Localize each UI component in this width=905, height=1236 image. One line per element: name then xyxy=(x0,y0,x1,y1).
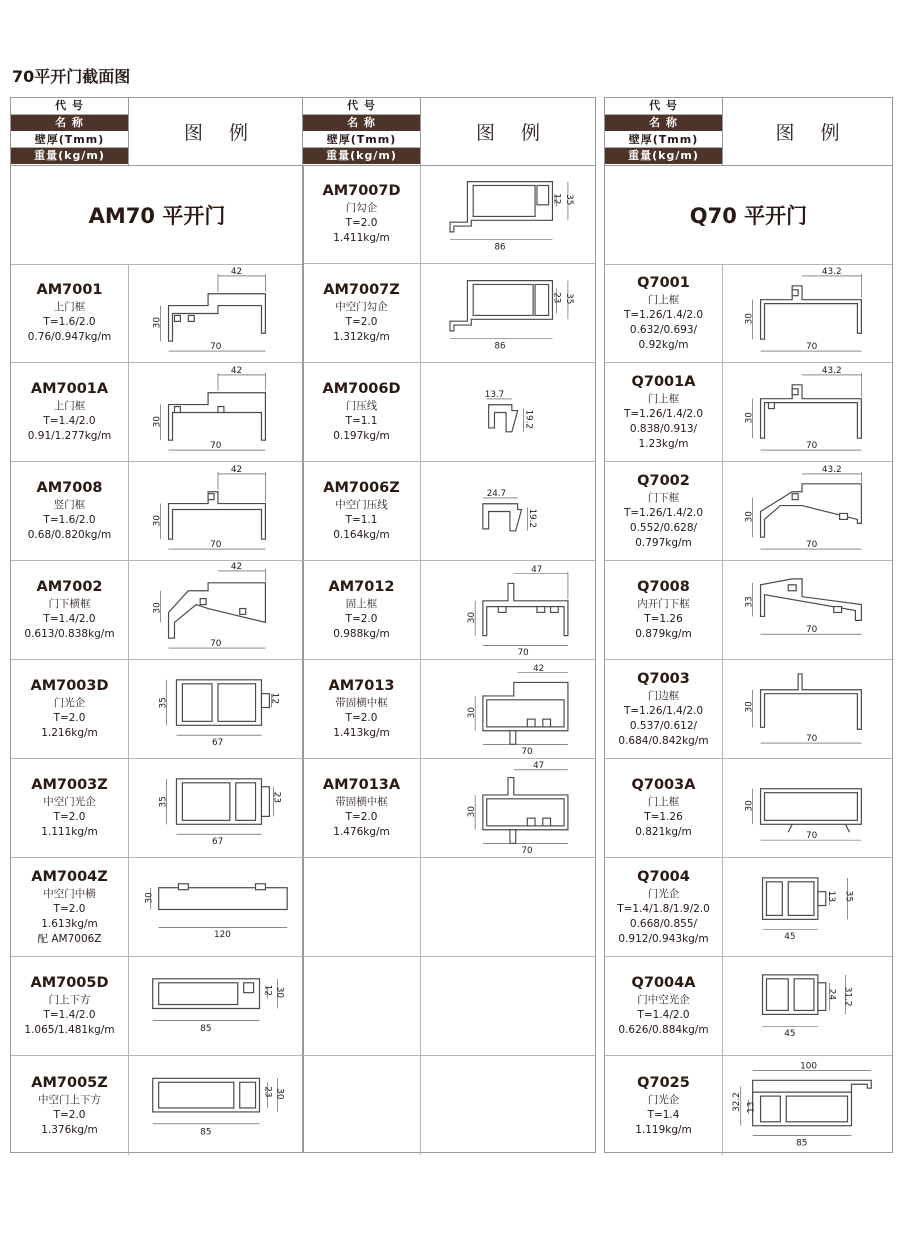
profile-thickness: T=1.26/1.4/2.0 xyxy=(623,308,704,321)
profile-drawing xyxy=(128,759,303,857)
profile-code: AM7008 xyxy=(36,480,103,496)
profile-name: 门上框 xyxy=(647,293,680,306)
profile-drawing xyxy=(420,759,595,857)
table-row xyxy=(605,759,892,858)
dim-label: 13.7 xyxy=(484,390,505,401)
profile-weight: 0.552/0.628/ xyxy=(629,521,698,534)
profile-drawing xyxy=(420,660,595,758)
profile-drawing xyxy=(420,165,595,263)
table-row xyxy=(11,660,303,759)
dim-label: 19.2 xyxy=(527,508,538,528)
profile-weight: 0.879kg/m xyxy=(635,628,692,640)
profile-name: 门光企 xyxy=(53,697,86,709)
dim-label: 43.2 xyxy=(821,266,842,277)
profile-name: 门光企 xyxy=(647,887,680,900)
profile-code: AM7003Z xyxy=(31,777,108,793)
profile-name: 门下横框 xyxy=(48,598,91,610)
profile-name: 中空门压线 xyxy=(335,499,388,511)
profile-drawing xyxy=(128,363,303,461)
table-row xyxy=(303,264,595,363)
dim-label: 30 xyxy=(152,602,163,614)
table-row xyxy=(605,462,892,561)
dim-label: 70 xyxy=(210,639,222,650)
table-row xyxy=(11,363,303,462)
profile-weight: 0.668/0.855/ xyxy=(629,917,698,930)
profile-name: 上门框 xyxy=(53,301,86,313)
page-title: 70平开门截面图 xyxy=(12,67,131,86)
dim-label: 67 xyxy=(212,738,224,749)
header-labels xyxy=(303,98,420,165)
header-name-label: 名 称 xyxy=(303,115,420,132)
profile-name: 内开门下框 xyxy=(637,598,690,610)
profile-code: AM7006D xyxy=(322,381,401,397)
profile-code: AM7001A xyxy=(30,381,109,397)
profile-code: AM7013A xyxy=(322,777,401,793)
dim-label: 70 xyxy=(806,540,818,551)
header-legend: 图 例 xyxy=(128,98,303,165)
dim-label: 42 xyxy=(230,266,243,277)
profile-weight: 1.065/1.481kg/m xyxy=(24,1024,115,1036)
profile-name: 中空门光企 xyxy=(43,796,96,808)
profile-drawing xyxy=(420,462,595,560)
profile-name: 竖门框 xyxy=(53,499,86,511)
dim-label: 70 xyxy=(806,342,818,353)
profile-drawing xyxy=(128,561,303,659)
dim-label: 12 xyxy=(269,692,280,704)
dim-label: 70 xyxy=(806,441,818,452)
profile-weight: 0.632/0.693/ xyxy=(629,323,698,336)
profile-weight: 0.197kg/m xyxy=(333,430,390,442)
dim-label: 86 xyxy=(494,341,506,352)
profile-code: Q7003A xyxy=(631,777,696,793)
profile-name: 门中空光企 xyxy=(637,994,690,1006)
table-row xyxy=(605,1056,892,1155)
empty-cell xyxy=(420,858,595,956)
profile-weight: 0.626/0.884kg/m xyxy=(618,1024,709,1036)
dim-label: 13 xyxy=(746,1101,757,1113)
table-row xyxy=(11,759,303,858)
table-row xyxy=(303,561,595,660)
profile-code: AM7007D xyxy=(322,183,401,199)
header-legend: 图 例 xyxy=(420,98,595,165)
profile-weight: 1.216kg/m xyxy=(41,727,98,739)
profile-drawing xyxy=(128,462,303,560)
profile-weight: 0.76/0.947kg/m xyxy=(27,331,112,343)
dim-label: 30 xyxy=(467,707,478,719)
profile-thickness: T=2.0 xyxy=(53,1108,86,1121)
profile-thickness: T=1.26/1.4/2.0 xyxy=(623,407,704,420)
column-am70-left xyxy=(10,97,304,1153)
profile-drawing xyxy=(722,858,892,956)
profile-drawing xyxy=(128,660,303,758)
column-am70-middle xyxy=(302,97,596,1153)
profile-name: 门光企 xyxy=(647,1093,680,1106)
profile-thickness: T=2.0 xyxy=(345,811,378,823)
dim-label: 23 xyxy=(551,292,562,304)
profile-weight-cont: 1.23kg/m xyxy=(638,437,689,450)
header-name-label: 名 称 xyxy=(11,115,128,132)
profile-weight: 0.613/0.838kg/m xyxy=(24,628,115,640)
profile-code: AM7005D xyxy=(30,975,109,991)
dim-label: 30 xyxy=(467,611,478,624)
dim-label: 30 xyxy=(744,313,755,325)
dim-label: 13 xyxy=(825,890,836,902)
profile-weight: 1.413kg/m xyxy=(333,727,390,739)
profile-code: AM7012 xyxy=(328,579,395,595)
profile-code: AM7002 xyxy=(36,579,103,595)
table-header xyxy=(11,98,303,166)
dim-label: 12 xyxy=(262,984,273,997)
header-legend: 图 例 xyxy=(722,98,892,165)
profile-thickness: T=1.4/2.0 xyxy=(43,415,96,427)
profile-weight: 0.164kg/m xyxy=(333,529,390,541)
profile-code: Q7004A xyxy=(631,975,696,991)
dim-label: 30 xyxy=(744,412,755,424)
table-header xyxy=(605,98,892,166)
profile-thickness: T=1.4 xyxy=(647,1108,680,1121)
profile-name: 上门框 xyxy=(53,400,86,412)
profile-name: 门上下方 xyxy=(48,994,91,1006)
profile-thickness: T=1.1 xyxy=(345,415,378,427)
profile-code: AM7013 xyxy=(328,678,395,694)
dim-label: 70 xyxy=(521,746,533,757)
profile-thickness: T=1.26/1.4/2.0 xyxy=(623,506,704,519)
profile-thickness: T=2.0 xyxy=(53,712,86,724)
profile-code: Q7008 xyxy=(637,579,690,595)
table-row xyxy=(605,660,892,759)
profile-drawing xyxy=(722,660,892,758)
header-labels xyxy=(11,98,128,165)
profile-name: 中空门上下方 xyxy=(38,1093,101,1106)
dim-label: 70 xyxy=(521,845,533,856)
profile-weight: 1.312kg/m xyxy=(333,331,390,343)
profile-drawing xyxy=(722,462,892,560)
profile-drawing xyxy=(722,759,892,857)
dim-label: 30 xyxy=(274,1088,285,1100)
table-row xyxy=(605,363,892,462)
profile-thickness: T=2.0 xyxy=(345,217,378,229)
dim-label: 35 xyxy=(158,697,169,709)
profile-thickness: T=1.26 xyxy=(644,811,683,823)
profile-name: 门边框 xyxy=(647,689,680,702)
header-weight-label: 重量(kg/m) xyxy=(11,148,128,165)
profile-drawing xyxy=(128,1056,303,1155)
profile-name: 带固横中框 xyxy=(335,796,388,808)
header-labels xyxy=(605,98,722,165)
profile-note: 配 AM7006Z xyxy=(37,932,102,945)
profile-weight: 0.91/1.277kg/m xyxy=(27,430,112,442)
profile-code: Q7001 xyxy=(637,274,690,291)
table-row-empty xyxy=(303,957,595,1056)
profile-thickness: T=1.26/1.4/2.0 xyxy=(623,704,704,717)
dim-label: 35 xyxy=(563,194,574,206)
profile-name: 中空门中横 xyxy=(43,887,96,900)
profile-drawing xyxy=(722,363,892,461)
profile-weight: 1.411kg/m xyxy=(333,232,390,244)
header-code-label: 代 号 xyxy=(303,98,420,115)
dim-label: 42 xyxy=(533,663,545,674)
series-title-am70: AM70 平开门 xyxy=(11,165,303,265)
profile-drawing xyxy=(722,264,892,362)
dim-label: 30 xyxy=(152,515,163,527)
table-row-empty xyxy=(303,858,595,957)
table-row xyxy=(303,165,595,264)
profile-weight: 1.476kg/m xyxy=(333,826,390,838)
profile-drawing xyxy=(722,561,892,659)
profile-drawing xyxy=(722,957,892,1055)
dim-label: 67 xyxy=(212,837,224,848)
dim-label: 85 xyxy=(796,1138,808,1149)
profile-thickness: T=1.4/1.8/1.9/2.0 xyxy=(617,902,710,915)
table-row xyxy=(11,264,303,363)
dim-label: 70 xyxy=(806,831,818,842)
profile-code: Q7002 xyxy=(637,472,690,489)
profile-thickness: T=1.26 xyxy=(644,613,683,625)
profile-code: Q7001A xyxy=(631,373,696,390)
dim-label: 23 xyxy=(271,791,282,803)
dim-label: 12 xyxy=(551,193,562,205)
dim-label: 30 xyxy=(274,986,285,999)
table-row xyxy=(303,759,595,858)
dim-label: 30 xyxy=(744,800,755,812)
table-row xyxy=(303,462,595,561)
dim-label: 30 xyxy=(152,416,163,428)
dim-label: 100 xyxy=(800,1061,818,1072)
profile-drawing xyxy=(420,264,595,362)
dim-label: 42 xyxy=(230,561,243,572)
table-row xyxy=(605,264,892,363)
dim-label: 24 xyxy=(826,988,837,1001)
profile-thickness: T=1.4/2.0 xyxy=(43,1009,96,1021)
empty-cell xyxy=(420,1056,595,1155)
dim-label: 85 xyxy=(200,1127,212,1138)
profile-thickness: T=1.4/2.0 xyxy=(637,1009,690,1021)
profile-weight: 0.821kg/m xyxy=(635,826,692,838)
profile-name: 门下框 xyxy=(647,491,680,504)
profile-thickness: T=2.0 xyxy=(53,902,86,915)
profile-weight-cont: 0.684/0.842kg/m xyxy=(618,734,709,747)
dim-label: 33 xyxy=(744,596,755,608)
profile-name: 固上框 xyxy=(345,598,378,610)
dim-label: 70 xyxy=(806,625,818,636)
profile-thickness: T=2.0 xyxy=(345,613,378,625)
table-row xyxy=(605,561,892,660)
profile-code: AM7004Z xyxy=(31,868,108,885)
profile-drawing xyxy=(128,957,303,1055)
table-row xyxy=(605,858,892,957)
profile-code: Q7025 xyxy=(637,1074,690,1091)
table-row xyxy=(11,1056,303,1155)
dim-label: 42 xyxy=(230,464,243,475)
profile-thickness: T=2.0 xyxy=(345,712,378,724)
dim-label: 43.2 xyxy=(821,464,842,475)
profile-thickness: T=2.0 xyxy=(53,811,86,823)
profile-drawing xyxy=(722,1056,892,1155)
dim-label: 47 xyxy=(531,564,543,575)
table-row xyxy=(11,462,303,561)
dim-label: 35 xyxy=(563,293,574,305)
dim-label: 86 xyxy=(494,242,506,253)
profile-weight-cont: 0.797kg/m xyxy=(635,536,692,549)
table-row-empty xyxy=(303,1056,595,1155)
header-code-label: 代 号 xyxy=(605,98,722,115)
profile-code: AM7001 xyxy=(36,282,103,298)
dim-label: 70 xyxy=(210,441,222,452)
table-row xyxy=(11,858,303,957)
profile-code: AM7007Z xyxy=(323,282,400,298)
profile-name: 门上框 xyxy=(647,392,680,405)
profile-thickness: T=1.6/2.0 xyxy=(43,514,96,526)
table-row xyxy=(605,957,892,1056)
profile-code: AM7006Z xyxy=(323,480,400,496)
dim-label: 42 xyxy=(230,365,243,376)
profile-drawing xyxy=(420,363,595,461)
dim-label: 24.7 xyxy=(486,489,507,500)
table-row xyxy=(303,363,595,462)
dim-label: 70 xyxy=(210,342,222,353)
empty-cell xyxy=(420,957,595,1055)
dim-label: 85 xyxy=(200,1024,212,1035)
dim-label: 45 xyxy=(784,1029,796,1040)
header-weight-label: 重量(kg/m) xyxy=(303,148,420,165)
profile-name: 带固横中框 xyxy=(335,697,388,709)
profile-weight-cont: 0.912/0.943kg/m xyxy=(618,932,709,945)
dim-label: 30 xyxy=(144,892,155,904)
dim-label: 30 xyxy=(467,806,478,818)
profile-weight-cont: 0.92kg/m xyxy=(638,338,689,351)
profile-weight: 1.613kg/m xyxy=(41,917,98,930)
table-row xyxy=(11,957,303,1056)
profile-name: 中空门勾企 xyxy=(335,301,388,313)
profile-weight: 0.988kg/m xyxy=(333,628,390,640)
table-row xyxy=(11,561,303,660)
profile-code: Q7003 xyxy=(637,670,690,687)
profile-weight: 0.68/0.820kg/m xyxy=(27,529,112,541)
dim-label: 30 xyxy=(152,317,163,329)
table-header xyxy=(303,98,595,166)
profile-weight: 1.119kg/m xyxy=(635,1123,692,1136)
profile-thickness: T=2.0 xyxy=(345,316,378,328)
header-code-label: 代 号 xyxy=(11,98,128,115)
dim-label: 32.2 xyxy=(731,1092,742,1112)
header-thickness-label: 壁厚(Tmm) xyxy=(11,132,128,149)
dim-label: 23 xyxy=(262,1086,273,1098)
dim-label: 19.2 xyxy=(523,409,534,429)
dim-label: 31.2 xyxy=(842,986,853,1007)
profile-code: AM7005Z xyxy=(31,1074,108,1091)
profile-code: AM7003D xyxy=(30,678,109,694)
profile-thickness: T=1.4/2.0 xyxy=(43,613,96,625)
dim-label: 43.2 xyxy=(821,365,842,376)
profile-thickness: T=1.6/2.0 xyxy=(43,316,96,328)
dim-label: 47 xyxy=(533,760,545,771)
profile-weight: 0.537/0.612/ xyxy=(629,719,698,732)
profile-name: 门上框 xyxy=(647,796,680,808)
profile-drawing xyxy=(128,264,303,362)
series-title-q70: Q70 平开门 xyxy=(605,165,892,265)
header-thickness-label: 壁厚(Tmm) xyxy=(303,132,420,149)
column-q70 xyxy=(604,97,893,1153)
dim-label: 45 xyxy=(784,932,796,943)
profile-thickness: T=1.1 xyxy=(345,514,378,526)
dim-label: 35 xyxy=(158,796,169,808)
profile-name: 门勾企 xyxy=(345,202,378,214)
dim-label: 35 xyxy=(843,890,854,902)
dim-label: 30 xyxy=(744,511,755,523)
dim-label: 120 xyxy=(214,930,231,941)
dim-label: 70 xyxy=(210,540,222,551)
header-name-label: 名 称 xyxy=(605,115,722,132)
profile-weight: 1.111kg/m xyxy=(41,826,98,838)
dim-label: 70 xyxy=(806,734,818,745)
profile-drawing xyxy=(128,858,303,956)
dim-label: 70 xyxy=(517,647,529,658)
profile-weight: 0.838/0.913/ xyxy=(629,422,698,435)
profile-weight: 1.376kg/m xyxy=(41,1123,98,1136)
profile-code: Q7004 xyxy=(637,868,690,885)
dim-label: 30 xyxy=(744,701,755,713)
header-thickness-label: 壁厚(Tmm) xyxy=(605,132,722,149)
profile-drawing xyxy=(420,561,595,659)
table-row xyxy=(303,660,595,759)
header-weight-label: 重量(kg/m) xyxy=(605,148,722,165)
profile-name: 门压线 xyxy=(345,400,378,412)
